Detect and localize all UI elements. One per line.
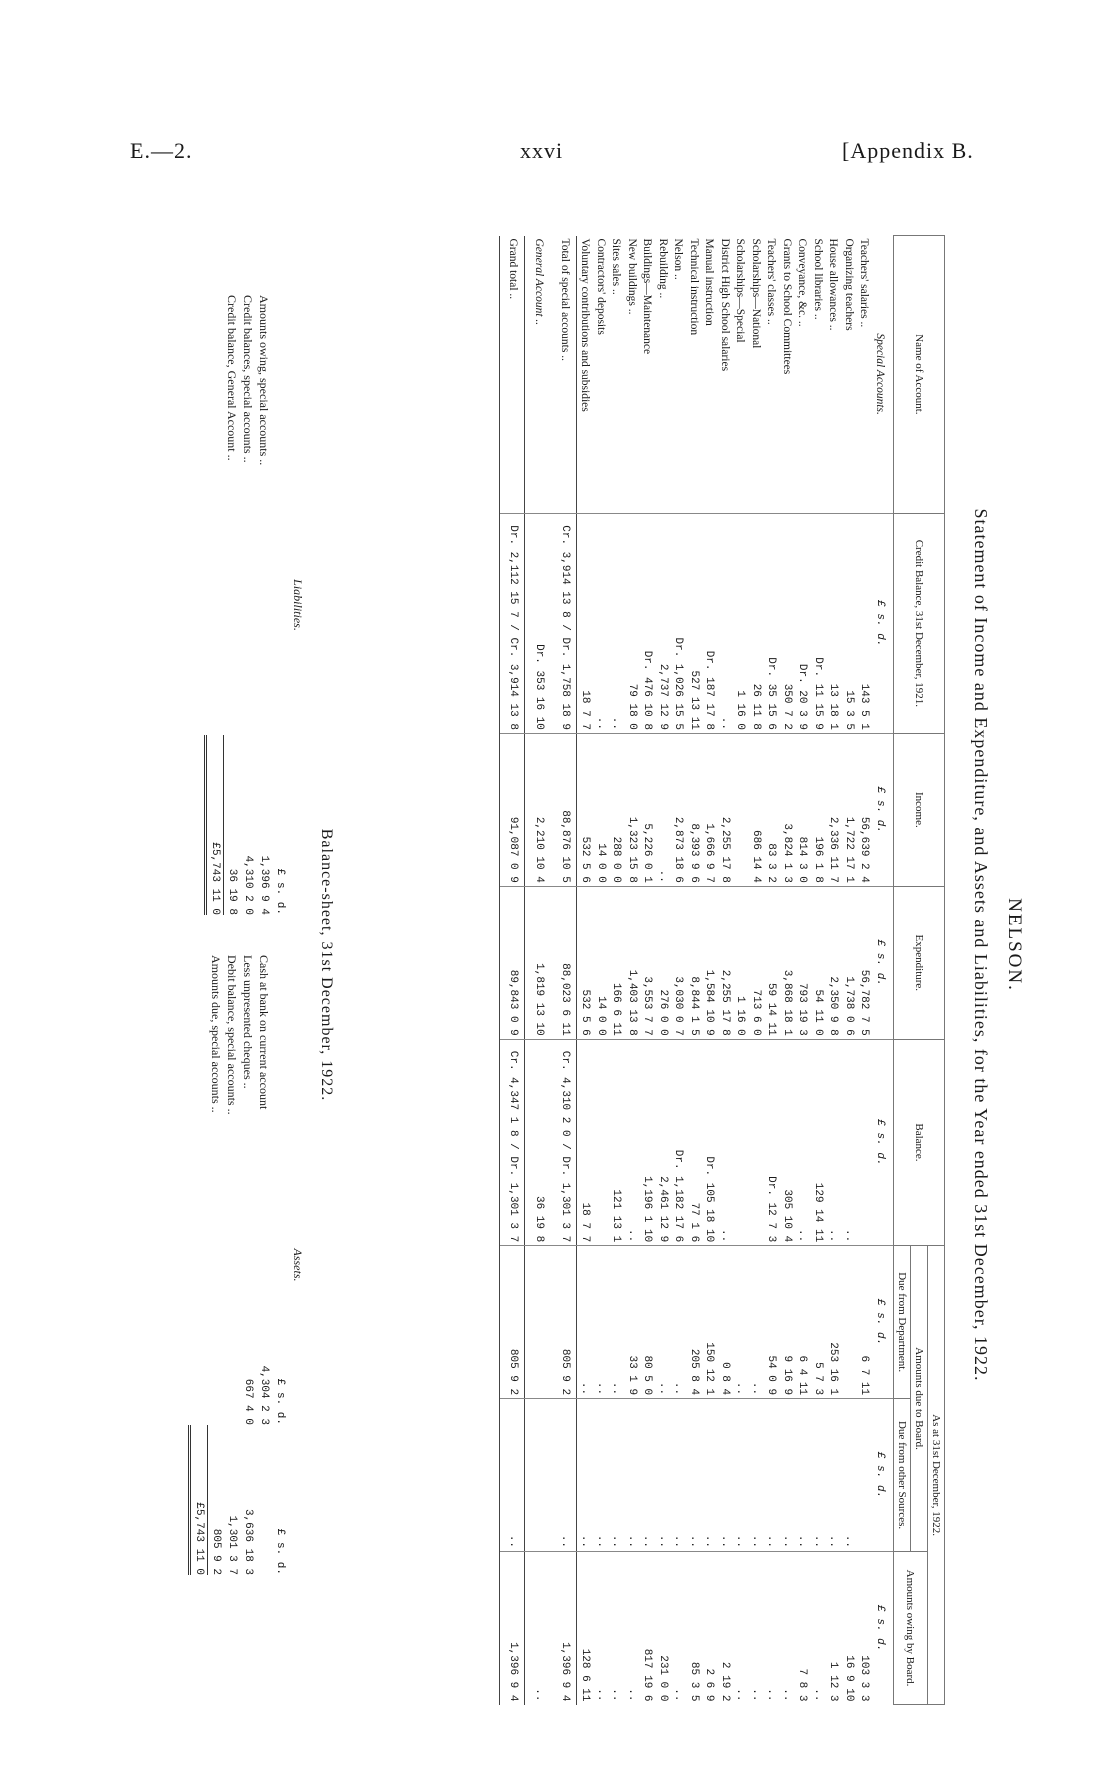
cell-other: ..	[577, 1399, 593, 1552]
cell-dept: 54 0 9	[763, 1246, 779, 1399]
cell-dept: 5 7 3	[810, 1246, 826, 1399]
table-row	[748, 236, 764, 1705]
cell-dept: 805 9 2	[553, 1246, 577, 1399]
table-row	[608, 236, 624, 1705]
cell-other: ..	[763, 1399, 779, 1552]
cell-other: ..	[779, 1399, 795, 1552]
cell-inc: 8,393 9 6	[686, 733, 702, 886]
table-row	[577, 236, 593, 1705]
cell-exp: 89,843 0 9	[500, 886, 525, 1039]
cell-name: School libraries ..	[812, 238, 824, 320]
cell-dept: 33 1 9	[624, 1246, 640, 1399]
cell-dept: ..	[608, 1246, 624, 1399]
col-due-dept: Due from Department.	[894, 1246, 911, 1399]
cell-name: Total of special accounts ..	[553, 236, 577, 514]
cell-bal: ..	[841, 1039, 857, 1245]
cell-inc: 1,323 15 8	[624, 733, 640, 886]
lsd-unit: £ s. d.	[872, 1039, 894, 1245]
cell-bal	[593, 1039, 609, 1245]
cell-exp: 88,023 6 11	[553, 886, 577, 1039]
balance-sheet-title: Balance-sheet, 31st December, 1922.	[318, 828, 335, 1102]
cell-bal: 18 7 7	[577, 1039, 593, 1245]
cell-cb: Dr. 1,026 15 5	[670, 513, 686, 733]
statement-body	[500, 236, 894, 1705]
cell-dept: ..	[732, 1246, 748, 1399]
asset-value-1	[224, 1275, 240, 1425]
cell-name: Scholarships—National	[750, 238, 762, 349]
cell-bal: ..	[825, 1039, 841, 1245]
cell-name: Organizing teachers	[843, 238, 855, 331]
cell-other: ..	[593, 1399, 609, 1552]
cell-other: ..	[639, 1399, 655, 1552]
col-as-at: As at 31st December, 1922.	[928, 1246, 945, 1705]
cell-exp: 3,553 7 7	[639, 886, 655, 1039]
cell-exp: 8,844 1 5	[686, 886, 702, 1039]
assets-column	[188, 955, 305, 1575]
cell-cb: Dr. 20 3 9	[794, 513, 810, 733]
cell-bal: 36 19 8	[525, 1039, 553, 1245]
cell-cb: Dr. 35 15 6	[763, 513, 779, 733]
cell-bal: ..	[794, 1039, 810, 1245]
cell-owing: 85 3 5	[686, 1552, 702, 1705]
lsd-unit: £ s. d.	[872, 1246, 894, 1399]
cell-owing: 1,396 9 4	[500, 1552, 525, 1705]
cell-dept: 6 4 11	[794, 1246, 810, 1399]
cell-owing: ..	[593, 1552, 609, 1705]
cell-dept	[525, 1246, 553, 1399]
cell-owing: ..	[670, 1552, 686, 1705]
cell-bal: 1,196 1 10	[639, 1039, 655, 1245]
cell-owing: ..	[525, 1552, 553, 1705]
cell-bal	[748, 1039, 764, 1245]
cell-name: District High School salaries	[719, 238, 731, 372]
cell-inc: 1,722 17 1	[841, 733, 857, 886]
assets-lsd-unit: £ s. d.	[274, 1378, 286, 1425]
cell-inc: 14 0 0	[593, 733, 609, 886]
cell-dept: 150 12 1	[701, 1246, 717, 1399]
col-amounts-due: Amounts due to Board.	[911, 1246, 928, 1552]
cell-other: ..	[686, 1399, 702, 1552]
liabilities-total: £5,743 11 0	[204, 735, 224, 915]
cell-exp: 2,350 9 8	[825, 886, 841, 1039]
cell-dept: ..	[577, 1246, 593, 1399]
cell-cb: 18 7 7	[577, 513, 593, 733]
header-right: [Appendix B.	[842, 138, 974, 163]
cell-dept: 0 8 4	[717, 1246, 733, 1399]
cell-exp: 793 19 3	[794, 886, 810, 1039]
cell-bal: 129 14 11	[810, 1039, 826, 1245]
asset-value-2: 805 9 2	[210, 1528, 222, 1575]
table-row	[670, 236, 686, 1705]
asset-row	[240, 955, 256, 1575]
cell-other: ..	[701, 1399, 717, 1552]
cell-bal: 121 13 1	[608, 1039, 624, 1245]
lsd-unit: £ s. d.	[872, 1552, 894, 1705]
cell-owing: 7 8 3	[794, 1552, 810, 1705]
asset-value-2: 3,636 18 3	[242, 1508, 254, 1575]
asset-value-1: 667 4 0	[242, 1378, 254, 1425]
liability-value: 4,310 2 0	[242, 855, 254, 915]
cell-other: ..	[825, 1399, 841, 1552]
cell-other: ..	[655, 1399, 671, 1552]
cell-inc: 3,824 1 3	[779, 733, 795, 886]
cell-owing: ..	[624, 1552, 640, 1705]
cell-owing: ..	[763, 1552, 779, 1705]
cell-inc: 1,666 9 7	[701, 733, 717, 886]
statement-title: Statement of Income and Expenditure, and Assets and Liabilities, for the Year ended 31st December, 1922.	[971, 508, 991, 1382]
statement-table	[500, 235, 946, 1705]
cell-owing: 2 6 9	[701, 1552, 717, 1705]
table-row	[624, 236, 640, 1705]
cell-other: ..	[553, 1399, 577, 1552]
cell-name: Scholarships—Special	[734, 238, 747, 343]
liability-row	[256, 295, 272, 915]
cell-bal: Dr. 12 7 3	[763, 1039, 779, 1245]
liabilities-rows	[224, 295, 272, 915]
liability-desc: Credit balances, special accounts ..	[241, 295, 255, 463]
cell-name: Technical instruction	[688, 238, 700, 336]
lsd-unit: £ s. d.	[872, 886, 894, 1039]
cell-cb: 79 18 0	[624, 513, 640, 733]
assets-lsd-unit: £ s. d.	[274, 1528, 286, 1575]
cell-name: Grand total ..	[500, 236, 525, 514]
lsd-unit: £ s. d.	[872, 513, 894, 733]
assets-total: £5,743 11 0	[188, 1425, 208, 1575]
cell-name: House allowances ..	[827, 238, 840, 331]
cell-bal: ..	[717, 1039, 733, 1245]
cell-owing: 16 9 10	[841, 1552, 857, 1705]
cell-exp: 59 14 11	[763, 886, 779, 1039]
cell-name: General Account ..	[533, 238, 546, 326]
cell-inc: 83 3 2	[763, 733, 779, 886]
cell-owing: ..	[608, 1552, 624, 1705]
cell-inc: 814 3 0	[794, 733, 810, 886]
cell-exp: 3,030 0 7	[670, 886, 686, 1039]
cell-dept: 9 16 9	[779, 1246, 795, 1399]
cell-owing: 2 19 2	[717, 1552, 733, 1705]
cell-other	[856, 1399, 872, 1552]
asset-value-2: 1,301 3 7	[226, 1515, 238, 1575]
cell-cb: Dr. 476 10 8	[639, 513, 655, 733]
cell-name: New buildings ..	[626, 238, 638, 315]
cell-exp: 1,403 13 8	[624, 886, 640, 1039]
cell-cb: 13 18 1	[825, 513, 841, 733]
cell-exp: 1,738 0 6	[841, 886, 857, 1039]
table-row	[794, 236, 810, 1705]
cell-exp: 532 5 6	[577, 886, 593, 1039]
cell-inc: 91,087 0 9	[500, 733, 525, 886]
cell-owing: 1,396 9 4	[553, 1552, 577, 1705]
lsd-unit: £ s. d.	[872, 733, 894, 886]
asset-desc: Amounts due, special accounts ..	[209, 955, 223, 1113]
cell-bal: Cr. 4,310 2 0 / Dr. 1,301 3 7	[553, 1039, 577, 1245]
cell-owing: 103 3 3	[856, 1552, 872, 1705]
col-name: Name of Account.	[894, 236, 945, 514]
cell-other: ..	[794, 1399, 810, 1552]
balance-sheet	[193, 255, 335, 1675]
table-row	[701, 236, 717, 1705]
cell-name: Rebuilding ..	[657, 238, 669, 299]
cell-exp: 2,255 17 8	[717, 886, 733, 1039]
cell-inc: 686 14 4	[748, 733, 764, 886]
asset-value-1: 4,304 2 3	[258, 1365, 270, 1425]
table-row	[763, 236, 779, 1705]
general-account-row	[525, 236, 553, 1705]
cell-exp: 166 6 11	[608, 886, 624, 1039]
table-row	[841, 236, 857, 1705]
cell-cb: ..	[717, 513, 733, 733]
cell-other: ..	[748, 1399, 764, 1552]
cell-dept: 205 8 4	[686, 1246, 702, 1399]
cell-inc: 196 1 8	[810, 733, 826, 886]
cell-name: Grants to School Committees	[781, 238, 793, 375]
cell-other: ..	[810, 1399, 826, 1552]
cell-cb: 350 7 2	[779, 513, 795, 733]
cell-dept: ..	[593, 1246, 609, 1399]
asset-row	[224, 955, 240, 1575]
liability-row	[224, 295, 240, 915]
table-row	[779, 236, 795, 1705]
cell-cb: ..	[593, 513, 609, 733]
cell-cb: Dr. 11 15 9	[810, 513, 826, 733]
table-row	[732, 236, 748, 1705]
grand-total-row	[500, 236, 525, 1705]
cell-name: Teachers' salaries ..	[858, 238, 871, 328]
cell-cb: 1 16 0	[732, 513, 748, 733]
cell-inc: 56,639 2 4	[856, 733, 872, 886]
cell-inc: 2,255 17 8	[717, 733, 733, 886]
assets-rows	[208, 955, 272, 1575]
cell-owing: ..	[779, 1552, 795, 1705]
statement-table-wrap	[500, 235, 946, 1705]
cell-bal: Dr. 1,182 17 6	[670, 1039, 686, 1245]
cell-exp: 3,868 18 1	[779, 886, 795, 1039]
table-row	[639, 236, 655, 1705]
cell-dept: 253 16 1	[825, 1246, 841, 1399]
cell-cb: Dr. 353 16 10	[525, 513, 553, 733]
cell-cb: Dr. 2,112 15 7 / Cr. 3,914 13 8	[500, 513, 525, 733]
cell-cb: 143 5 1	[856, 513, 872, 733]
cell-cb: ..	[608, 513, 624, 733]
cell-dept	[841, 1246, 857, 1399]
table-row	[655, 236, 671, 1705]
liabilities-heading: Liabilities.	[291, 579, 305, 631]
cell-exp: 54 11 0	[810, 886, 826, 1039]
cell-inc: 2,210 10 4	[525, 733, 553, 886]
cell-name: Buildings—Maintenance	[641, 238, 654, 355]
col-expenditure: Expenditure.	[894, 886, 945, 1039]
table-row	[686, 236, 702, 1705]
cell-name: Voluntary contributions and subsidies	[579, 238, 592, 412]
cell-inc	[732, 733, 748, 886]
cell-dept: ..	[655, 1246, 671, 1399]
cell-exp: 56,782 7 5	[856, 886, 872, 1039]
liability-row	[240, 295, 256, 915]
cell-bal: 2,461 12 9	[655, 1039, 671, 1245]
cell-name: Contractors' deposits	[595, 238, 607, 335]
asset-desc: Debit balance, special accounts ..	[225, 955, 239, 1115]
table-row	[593, 236, 609, 1705]
header-left: E.—2.	[130, 138, 193, 163]
cell-bal	[732, 1039, 748, 1245]
cell-name: Nelson ..	[672, 238, 685, 280]
cell-other: ..	[717, 1399, 733, 1552]
table-row	[825, 236, 841, 1705]
cell-other: ..	[670, 1399, 686, 1552]
cell-owing: ..	[748, 1552, 764, 1705]
col-credit-balance: Credit Balance, 31st December, 1921.	[894, 513, 945, 733]
total-row	[553, 236, 577, 1705]
cell-dept: ..	[748, 1246, 764, 1399]
liabilities-lsd-unit: £ s. d.	[274, 868, 286, 915]
asset-desc: Less unpresented cheques ..	[241, 955, 255, 1089]
cell-cb: 2,737 12 9	[655, 513, 671, 733]
liabilities-column	[204, 295, 305, 915]
cell-owing: 128 6 11	[577, 1552, 593, 1705]
asset-row	[208, 955, 224, 1575]
asset-desc: Cash at bank on current account	[257, 955, 271, 1110]
cell-exp: 713 6 0	[748, 886, 764, 1039]
cell-inc: 5,226 0 1	[639, 733, 655, 886]
cell-name: Conveyance, &c. ..	[796, 238, 809, 327]
cell-other: ..	[732, 1399, 748, 1552]
asset-row	[256, 955, 272, 1575]
cell-bal: Dr. 105 18 10	[701, 1039, 717, 1245]
asset-value-2	[256, 1425, 272, 1575]
cell-cb: Cr. 3,914 13 8 / Dr. 1,758 18 9	[553, 513, 577, 733]
cell-owing: ..	[810, 1552, 826, 1705]
cell-owing: 1 12 3	[825, 1552, 841, 1705]
cell-cb: 26 11 8	[748, 513, 764, 733]
cell-inc: ..	[655, 733, 671, 886]
liability-value: 1,396 9 4	[258, 855, 270, 915]
cell-bal	[856, 1039, 872, 1245]
cell-owing: 231 0 0	[655, 1552, 671, 1705]
cell-other: ..	[500, 1399, 525, 1552]
cell-exp: 276 0 0	[655, 886, 671, 1039]
cell-other: ..	[608, 1399, 624, 1552]
cell-other: ..	[841, 1399, 857, 1552]
cell-cb: 15 3 5	[841, 513, 857, 733]
cell-inc: 288 0 0	[608, 733, 624, 886]
cell-owing: 817 19 6	[639, 1552, 655, 1705]
cell-dept: 80 5 0	[639, 1246, 655, 1399]
cell-dept: 6 7 11	[856, 1246, 872, 1399]
cell-bal: 77 1 6	[686, 1039, 702, 1245]
table-row	[810, 236, 826, 1705]
cell-dept: ..	[670, 1246, 686, 1399]
cell-cb: 527 13 11	[686, 513, 702, 733]
cell-inc: 532 5 6	[577, 733, 593, 886]
asset-value-1	[208, 1275, 224, 1425]
liability-desc: Amounts owing, special accounts ..	[257, 295, 271, 466]
cell-exp: 1,584 10 9	[701, 886, 717, 1039]
header-page-number: xxvi	[520, 138, 564, 163]
rotated-statement	[185, 195, 1025, 1702]
table-row	[717, 236, 733, 1705]
col-due-other: Due from other Sources.	[894, 1399, 911, 1552]
cell-bal: 305 10 4	[779, 1039, 795, 1245]
cell-exp: 1 16 0	[732, 886, 748, 1039]
cell-other: ..	[624, 1399, 640, 1552]
lsd-unit: £ s. d.	[872, 1399, 894, 1552]
cell-inc: 88,876 10 5	[553, 733, 577, 886]
col-income: Income.	[894, 733, 945, 886]
title-nelson: NELSON.	[1004, 898, 1025, 992]
cell-name: Teachers' classes ..	[765, 238, 778, 325]
cell-cb: Dr. 187 17 8	[701, 513, 717, 733]
col-balance: Balance.	[894, 1039, 945, 1245]
cell-inc: 2,336 11 7	[825, 733, 841, 886]
cell-dept: 805 9 2	[500, 1246, 525, 1399]
assets-heading: Assets.	[291, 1248, 305, 1282]
cell-exp: 14 0 0	[593, 886, 609, 1039]
cell-owing: ..	[732, 1552, 748, 1705]
cell-bal: Cr. 4,347 1 8 / Dr. 1,301 3 7	[500, 1039, 525, 1245]
cell-exp: 1,819 13 10	[525, 886, 553, 1039]
cell-bal: ..	[624, 1039, 640, 1245]
col-owing: Amounts owing by Board.	[894, 1552, 928, 1705]
liability-desc: Credit balance, General Account ..	[225, 295, 239, 461]
table-row	[856, 236, 872, 1705]
cell-other	[525, 1399, 553, 1552]
liability-value: 36 19 8	[226, 868, 238, 915]
section-label: Special Accounts.	[874, 333, 886, 415]
cell-inc: 2,873 18 6	[670, 733, 686, 886]
cell-name: Manual instruction	[703, 238, 716, 326]
cell-name: Sites sales ..	[610, 238, 623, 295]
